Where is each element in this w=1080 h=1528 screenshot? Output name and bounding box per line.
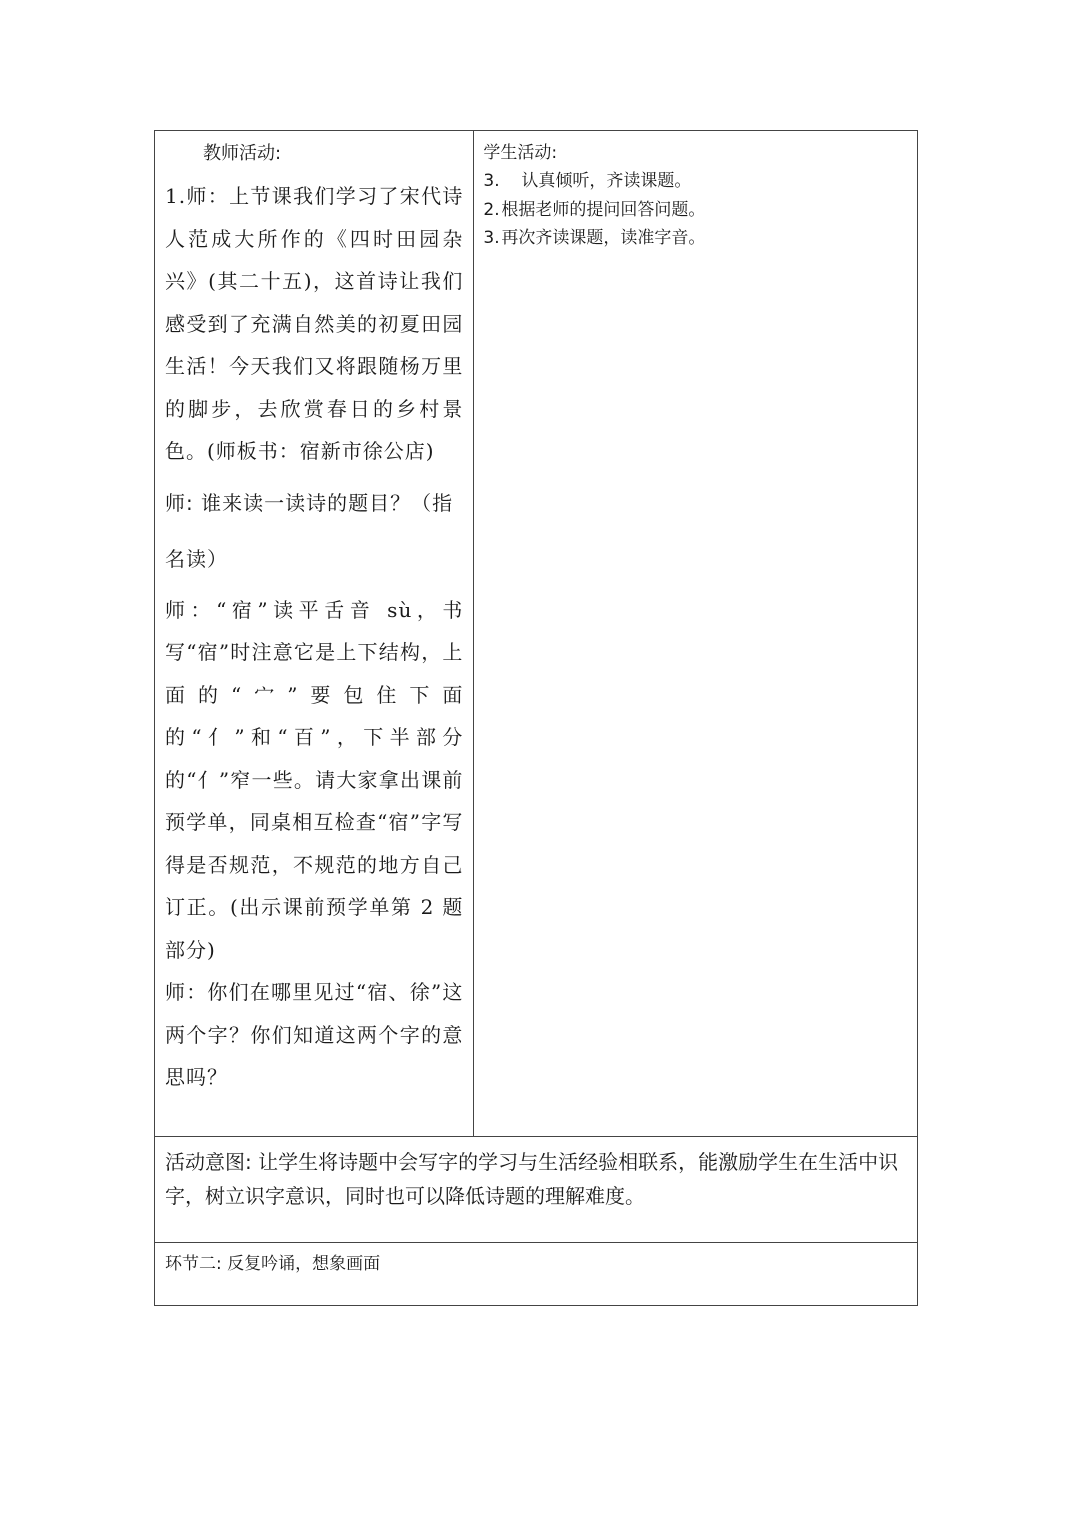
student-activity-cell [474,131,918,1137]
student-activity-heading: 学生活动: [483,143,558,163]
list-item [483,224,907,253]
student-activity-list [483,167,907,253]
list-item-number: 3. [483,228,500,248]
activity-intent-cell: 活动意图: 让学生将诗题中会写字的学习与生活经验相联系，能激励学生在生活中识字，树立识字意识，同时也可以降低诗题的理解难度。 [155,1137,918,1243]
list-item-text: 认真倾听，齐读课题。 [521,171,692,191]
teacher-paragraph-question: 师: 谁来读一读诗的题目？（指名读） [165,490,454,571]
list-item [483,196,907,225]
list-item-number: 2. [483,199,500,220]
activity-row [155,131,918,1137]
step-row [155,1243,918,1306]
teacher-activity-cell [155,131,474,1137]
list-item-text: 根据老师的提问回答问题。 [501,199,706,220]
list-item-text: 再次齐读课题，读准字音。 [501,228,706,248]
teacher-paragraph-character: 师：“宿”读平舌音 sù，书写“宿”时注意它是上下结构，上面的“宀”要包住下面的“亻”和“百”，下半部分的“亻”窄一些。请大家拿出课前预学单，同桌相互检查“宿”字写得是否规范，不规范的地方自己订正。(出示课前预学单第 2 题部分) [165,597,464,962]
teacher-paragraph-meaning: 师：你们在哪里见过“宿、徐”这两个字？你们知道这两个字的意思吗？ [165,980,464,1089]
intent-row [155,1137,918,1243]
teacher-paragraph-intro: 1.师：上节课我们学习了宋代诗人范成大所作的《四时田园杂兴》(其二十五)，这首诗让我们感受到了充满自然美的初夏田园生活！今天我们又将跟随杨万里的脚步，去欣赏春日的乡村景色。(师板书：宿新市徐公店) [165,184,464,463]
list-item-number: 3. [483,171,500,191]
teacher-activity-heading: 教师活动: [203,143,282,164]
step-two-cell: 环节二: 反复吟诵，想象画面 [155,1243,918,1306]
list-item [483,167,907,196]
lesson-plan-table [154,130,918,1306]
